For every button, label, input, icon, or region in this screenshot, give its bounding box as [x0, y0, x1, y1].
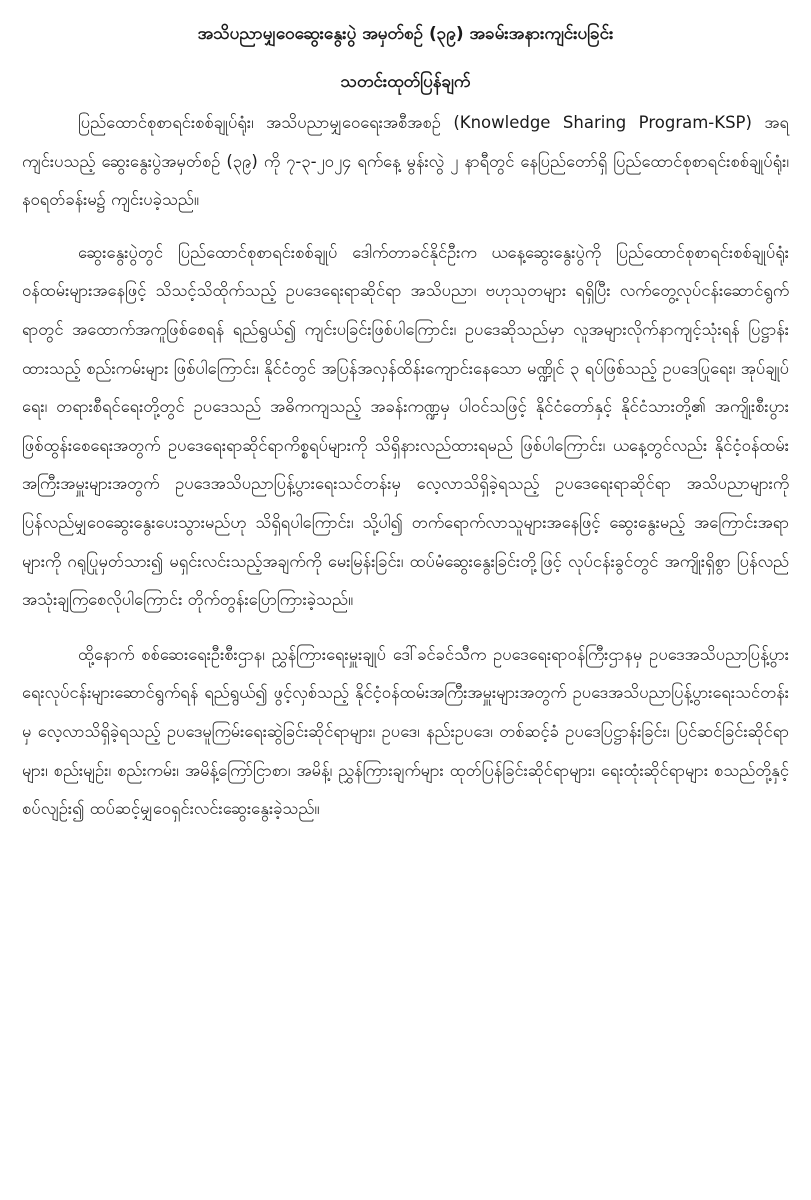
document-title: အသိပညာမျှဝေဆွေးနွေးပွဲ အမှတ်စဉ် (၃၉) အခမ်းအနားကျင်းပခြင်း	[197, 24, 614, 44]
paragraph-intro: ပြည်ထောင်စုစာရင်းစစ်ချုပ်ရုံး၊ အသိပညာမျှဝေရေးအစီအစဉ် (Knowledge Sharing Program-KSP) အရ ကျင်းပသည့် ဆွေးနွေးပွဲအမှတ်စဉ် (၃၉) ကို ၇-၃-၂၀၂၄ ရက်နေ့ မွန်းလွဲ ၂ နာရီတွင် နေပြည်တော်ရှိ ပြည်ထောင်စုစာရင်းစစ်ချုပ်ရုံး၊ နဝရတ်ခန်းမ၌ ကျင်းပခဲ့သည်။	[22, 113, 789, 210]
paragraph-opening-speech: ဆွေးနွေးပွဲတွင် ပြည်ထောင်စုစာရင်းစစ်ချုပ် ဒေါက်တာခင်နိုင်ဦးက ယနေ့ဆွေးနွေးပွဲကို ပြည်ထောင်စုစာရင်းစစ်ချုပ်ရုံးဝန်ထမ်းများအနေဖြင့် သိသင့်သိထိုက်သည့် ဥပဒေရေးရာဆိုင်ရာ အသိပညာ၊ ဗဟုသုတများ ရရှိပြီး လက်တွေ့လုပ်ငန်းဆောင်ရွက်ရာတွင် အထောက်အကူဖြစ်စေရန် ရည်ရွယ်၍ ကျင်းပခြင်းဖြစ်ပါကြောင်း၊ ဥပဒေဆိုသည်မှာ လူအများလိုက်နာကျင့်သုံးရန် ပြဋ္ဌာန်းထားသည့် စည်းကမ်းများ ဖြစ်ပါကြောင်း၊ နိုင်ငံတွင် အပြန်အလှန်ထိန်းကျောင်းနေသော မဏ္ဍိုင် ၃ ရပ်ဖြစ်သည့် ဥပဒေပြုရေး၊ အုပ်ချုပ်ရေး၊ တရားစီရင်ရေးတို့တွင် ဥပဒေသည် အဓိကကျသည့် အခန်းကဏ္ဍမှ ပါဝင်သဖြင့် နိုင်ငံတော်နှင့် နိုင်ငံသားတို့၏ အကျိုးစီးပွားဖြစ်ထွန်းစေရေးအတွက် ဥပဒေရေးရာဆိုင်ရာကိစ္စရပ်များကို သိရှိနားလည်ထားရမည် ဖြစ်ပါကြောင်း၊ ယနေ့တွင်လည်း နိုင်ငံ့ဝန်ထမ်းအကြီးအမှူးများအတွက် ဥပဒေအသိပညာပြန့်ပွားရေးသင်တန်းမှ လေ့လာသိရှိခဲ့ရသည့် ဥပဒေရေးရာဆိုင်ရာ အသိပညာများကို ပြန်လည်မျှဝေဆွေးနွေးပေးသွားမည်ဟု သိရှိရပါကြောင်း၊ သို့ပါ၍ တက်ရောက်လာသူများအနေဖြင့် ဆွေးနွေးမည့် အကြောင်းအရာများကို ဂရုပြုမှတ်သား၍ မရှင်းလင်းသည့်အချက်ကို မေးမြန်းခြင်း၊ ထပ်မံဆွေးနွေးခြင်းတို့ဖြင့် လုပ်ငန်းခွင်တွင် အကျိုးရှိစွာ ပြန်လည်အသုံးချကြစေလိုပါကြောင်း တိုက်တွန်းပြောကြားခဲ့သည်။	[22, 242, 789, 610]
paragraph-discussion: ထို့နောက် စစ်ဆေးရေးဦးစီးဌာန၊ ညွှန်ကြားရေးမှူးချုပ် ဒေါ်ခင်ခင်သီက ဥပဒေရေးရာဝန်ကြီးဌာနမှ ဥပဒေအသိပညာပြန့်ပွားရေးလုပ်ငန်းများဆောင်ရွက်ရန် ရည်ရွယ်၍ ဖွင့်လှစ်သည့် နိုင်ငံ့ဝန်ထမ်းအကြီးအမှူးများအတွက် ဥပဒေအသိပညာပြန့်ပွားရေးသင်တန်းမှ လေ့လာသိရှိခဲ့ရသည့် ဥပဒေမူကြမ်းရေးဆွဲခြင်းဆိုင်ရာများ၊ ဥပဒေ၊ နည်းဥပဒေ၊ တစ်ဆင့်ခံ ဥပဒေပြဋ္ဌာန်းခြင်း၊ ပြင်ဆင်ခြင်းဆိုင်ရာများ၊ စည်းမျဉ်း၊ စည်းကမ်း၊ အမိန့်ကြော်ငြာစာ၊ အမိန့်၊ ညွှန်ကြားချက်များ ထုတ်ပြန်ခြင်းဆိုင်ရာများ၊ ရေးထုံးဆိုင်ရာများ စသည်တို့နှင့်စပ်လျဉ်း၍ ထပ်ဆင့်မျှဝေရှင်းလင်းဆွေးနွေးခဲ့သည်။	[22, 644, 789, 819]
document-subtitle: သတင်းထုတ်ပြန်ချက်	[340, 72, 471, 92]
